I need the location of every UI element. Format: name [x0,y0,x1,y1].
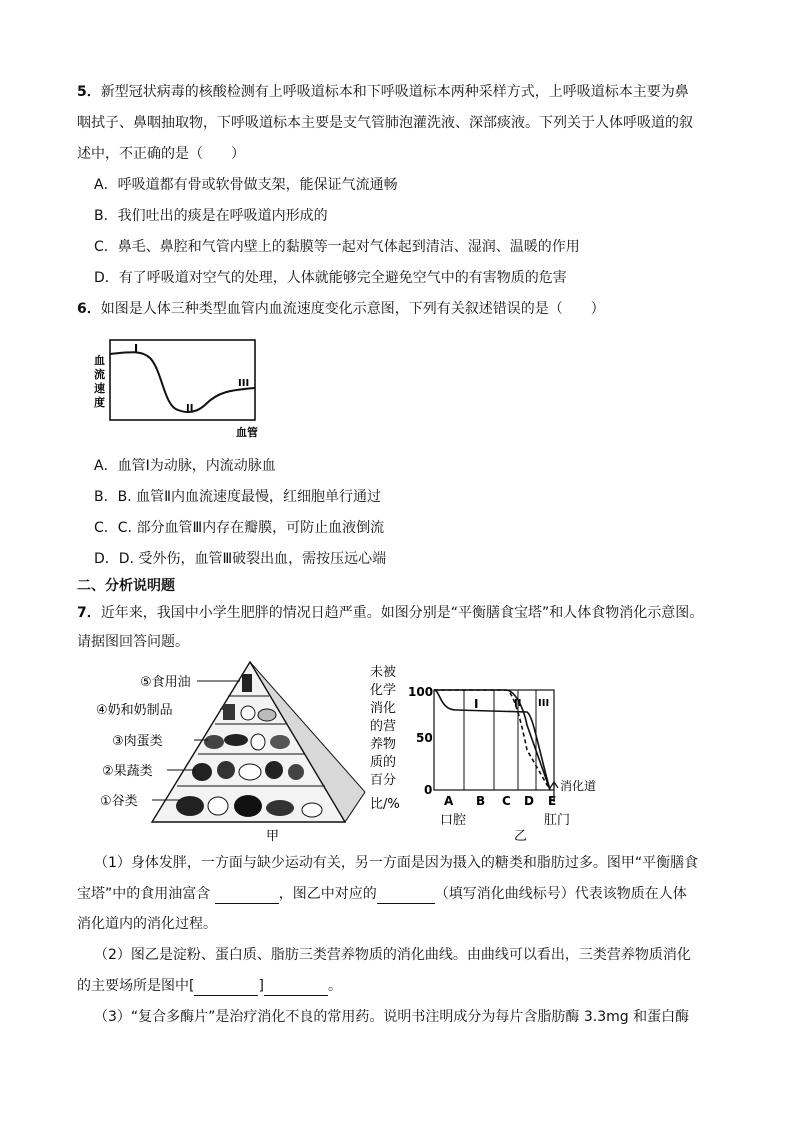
milk-carton-icon [223,704,235,720]
chicken-icon [270,735,290,749]
chart-series-layer [434,690,550,790]
series-label-ii: II [514,698,522,709]
q7-sub1-line3: 消化道内的消化过程。 [77,916,217,932]
pyramid-level-1: ①谷类 [100,794,138,809]
figure-ylabel-2: 流 [94,368,105,381]
ytick-0: 0 [424,783,433,797]
q5-option-d[interactable]: D．有了呼吸道对空气的处理，人体就能够完全避免空气中的有害物质的危害 [94,270,567,286]
chart-ylabel-line2: 化学 [370,683,397,698]
cheese-icon [258,709,276,721]
q7-sub1-line2: 宝塔”中的食用油富含 ，图乙中对应的 （填写消化曲线标号）代表该物质在人体 [77,886,687,902]
q7-sub2-line1: （2）图乙是淀粉、蛋白质、脂肪三类营养物质的消化曲线。由曲线可以看出，三类营养物质消化 [94,947,691,963]
q5-number: 5． [77,84,101,100]
chart-ylabel-line1: 未被 [370,665,397,680]
vessel-label-i: I [134,342,139,355]
q6-option-a[interactable]: A．血管Ⅰ为动脉，内流动脉血 [94,458,276,474]
q6-option-c[interactable]: C．C. 部分血管Ⅲ内存在瓣膜，可防止血液倒流 [94,520,385,536]
bowl-icon [302,803,322,817]
pyramid-caption: 甲 [266,829,280,844]
pyramid-level-4: ④奶和奶制品 [96,703,173,718]
xnote-anus: 肛门 [544,813,571,828]
figure-xlabel: 血管 [236,426,258,439]
section-title: 二、分析说明题 [77,578,175,594]
food-pyramid-figure [90,660,370,846]
meat-icon [204,735,224,749]
chart-caption: 乙 [514,829,528,844]
series-label-i: I [474,697,479,711]
chart-ylabel-line4: 的营 [370,719,397,734]
q7-stem-line2: 请据图回答问题。 [77,634,189,650]
eggplant-icon [192,763,212,781]
pyramid-level-2: ②果蔬类 [102,764,153,779]
answer-blank-3[interactable] [194,981,258,996]
vessel-label-iii: III [238,378,250,389]
oil-bottle-icon [242,674,252,692]
q5-stem-line2: 咽拭子、鼻咽抽取物，下呼吸道标本主要是支气管肺泡灌洗液、深部痰液。下列关于人体呼吸道的叙 [77,115,693,131]
chart-ylabel-line3: 消化 [370,701,397,716]
q6-number: 6． [77,301,101,317]
answer-blank-1[interactable] [215,889,279,904]
chart-ylabel-line5: 养物 [370,737,397,752]
q5-option-c[interactable]: C．鼻毛、鼻腔和气管内壁上的黏膜等一起对气体起到清洁、湿润、温暖的作用 [94,239,580,255]
q7-number: 7． [77,605,101,621]
yogurt-icon [241,706,255,720]
q6-stem: 6．如图是人体三种类型血管内血流速度变化示意图，下列有关叙述错误的是（ ） [77,301,605,317]
q7-sub1-line1: （1）身体发胖，一方面与缺少运动有关，另一方面是因为摄入的糖类和脂肪过多。图甲“平衡膳食 [94,855,699,871]
egg-icon [251,734,265,750]
ytick-50: 50 [416,731,433,745]
q5-stem-line1: 5．新型冠状病毒的核酸检测有上呼吸道标本和下呼吸道标本两种采样方式，上呼吸道标本主要为鼻 [77,84,689,100]
rice-icon [234,795,262,817]
pyramid-level-5: ⑤食用油 [140,675,191,690]
blood-flow-curve [110,352,255,412]
xtick-a: A [444,794,454,808]
blood-flow-figure [90,336,270,446]
answer-blank-2[interactable] [377,889,435,904]
figure-ylabel-4: 度 [94,396,105,409]
grapes-icon [288,764,304,780]
xtick-b: B [476,794,486,808]
xtick-e: E [548,794,557,808]
q7-sub3-line1: （3）“复合多酶片”是治疗消化不良的常用药。说明书注明成分为每片含脂肪酶 3.3mg 和蛋白酶 [94,1009,690,1025]
chart-ylabel-line7: 百分 [370,773,397,788]
xnote-mouth: 口腔 [440,813,467,828]
corn-icon [266,800,294,816]
series-label-iii: III [538,698,550,709]
figure-ylabel-3: 速 [94,382,105,395]
chart-xlabel: 消化道 [560,779,597,793]
chart-ylabel-line6: 质的 [370,755,397,770]
ytick-100: 100 [408,685,434,699]
xtick-d: D [524,794,534,808]
answer-blank-4[interactable] [264,981,328,996]
xtick-c: C [502,794,511,808]
pyramid-level-3: ③肉蛋类 [112,734,163,749]
vessel-label-ii: II [186,403,194,414]
cabbage-icon [239,764,261,780]
q5-option-b[interactable]: B．我们吐出的痰是在呼吸道内形成的 [94,208,328,224]
bread-icon [176,796,204,816]
q7-sub2-line2: 的主要场所是图中[ ] 。 [77,978,342,994]
fish-icon [224,734,248,746]
bun-icon [208,797,228,815]
digestion-chart [370,660,630,846]
apple-icon [217,761,235,779]
chart-ylabel-line8: 比/% [370,797,400,812]
figure-ylabel-1: 血 [94,354,105,367]
q6-option-b[interactable]: B．B. 血管Ⅱ内血流速度最慢，红细胞单行通过 [94,489,381,505]
q5-stem-line3: 述中，不正确的是（ ） [77,146,245,162]
q5-option-a[interactable]: A．呼吸道都有骨或软骨做支架，能保证气流通畅 [94,177,398,193]
q6-option-d[interactable]: D．D. 受外伤，血管Ⅲ破裂出血，需按压远心端 [94,551,387,567]
q7-stem-line1: 7．近年来，我国中小学生肥胖的情况日趋严重。如图分别是“平衡膳食宝塔”和人体食物消化示意图。 [77,605,704,621]
series-line-3 [434,690,550,790]
tomato-icon [265,761,283,779]
